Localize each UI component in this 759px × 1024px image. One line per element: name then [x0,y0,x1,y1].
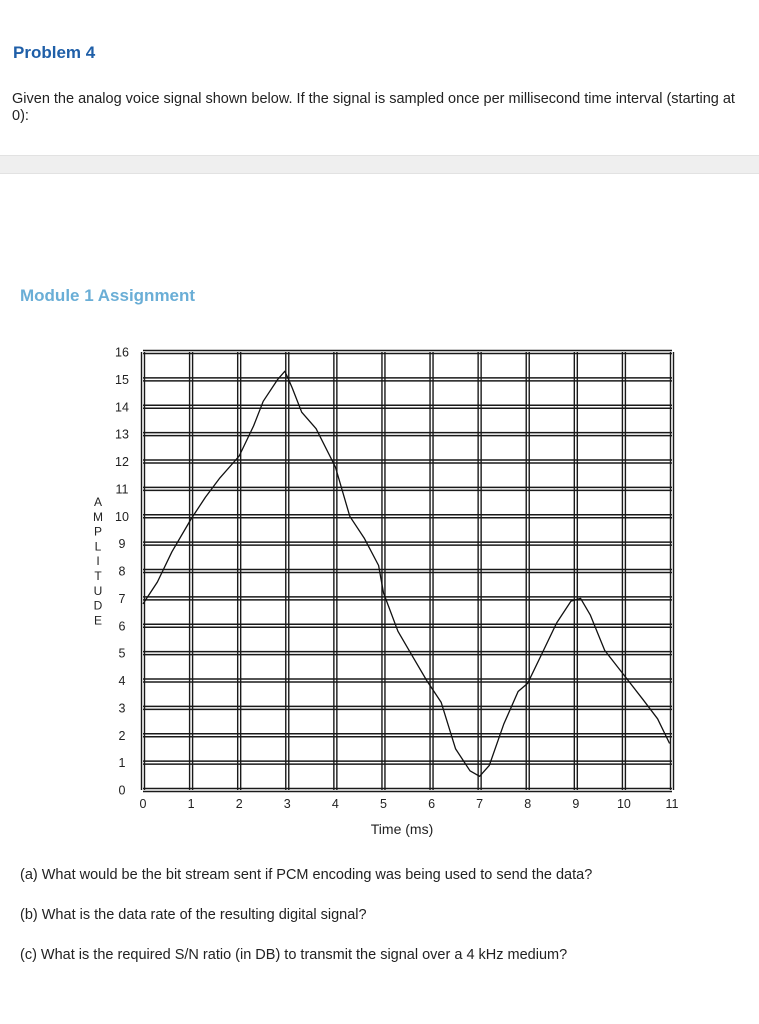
x-tick-label-3: 3 [283,797,291,811]
y-tick-label-4: 4 [118,674,126,688]
y-tick-label-6: 6 [118,619,126,634]
y-axis-label-letter-7: U [93,583,103,598]
question-b: (b) What is the data rate of the resulting digital signal? [20,907,367,923]
x-tick-label-2: 2 [235,797,243,811]
x-tick-label-11: 11 [665,797,679,811]
y-tick-label-16: 16 [115,345,129,360]
y-axis-label [93,495,103,627]
y-axis-label-letter-1: A [93,495,103,509]
y-axis-label-letter-8: D [93,598,103,613]
x-tick-label-9: 9 [572,797,580,811]
y-tick-label-13: 13 [115,427,129,442]
x-tick-labels [140,797,679,811]
x-tick-label-6: 6 [428,797,436,811]
y-tick-label-10: 10 [115,509,129,524]
y-tick-label-7: 7 [118,591,126,606]
y-tick-label-3: 3 [118,701,126,716]
y-tick-label-12: 12 [115,455,129,469]
y-tick-label-1: 1 [118,756,126,771]
y-tick-label-8: 8 [118,564,126,579]
x-tick-label-5: 5 [379,797,387,811]
question-a: (a) What would be the bit stream sent if PCM encoding was being used to send the data? [20,867,593,883]
y-axis-label-letter-4: L [94,539,102,554]
signal-chart [0,330,759,850]
y-tick-label-9: 9 [118,537,126,552]
question-c: (c) What is the required S/N ratio (in DB) to transmit the signal over a 4 kHz medium? [20,947,568,963]
y-tick-label-5: 5 [118,646,126,661]
x-tick-label-7: 7 [476,797,484,811]
y-tick-label-2: 2 [118,728,126,743]
chart-grid [142,351,674,792]
y-tick-label-0: 0 [118,783,126,798]
y-axis-label-letter-6: T [94,569,102,583]
y-axis-label-letter-5: I [96,554,100,569]
y-tick-label-11: 11 [115,482,129,497]
module-title: Module 1 Assignment [20,286,196,305]
intro-text: Given the analog voice signal shown below. If the signal is sampled once per millisecond time interval (starting at 0): [12,91,735,124]
x-tick-label-4: 4 [331,797,339,811]
y-tick-label-15: 15 [115,372,129,387]
x-tick-label-0: 0 [139,797,147,811]
y-axis-label-letter-9: E [93,613,103,628]
x-tick-label-1: 1 [187,797,195,811]
problem-title: Problem 4 [13,43,96,62]
y-axis-label-letter-2: M [93,509,103,524]
y-tick-label-14: 14 [115,400,129,415]
divider-band [0,155,759,174]
x-tick-label-10: 10 [616,797,631,811]
x-axis-label: Time (ms) [370,821,434,837]
x-tick-label-8: 8 [524,797,532,811]
y-axis-label-letter-3: P [93,524,103,539]
y-tick-labels [115,346,129,798]
